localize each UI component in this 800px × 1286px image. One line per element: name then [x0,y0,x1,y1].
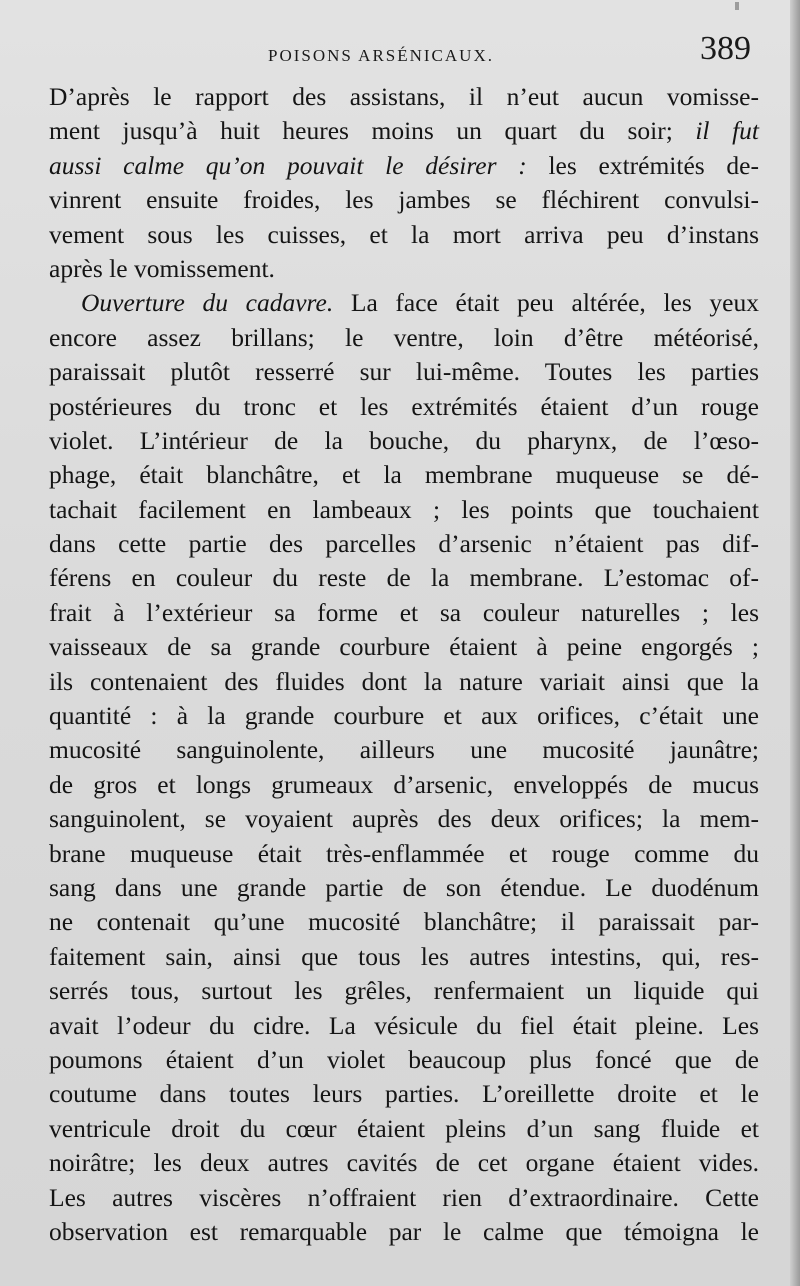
text-line: ventricule droit du cœur étaient pleins d’un sang fluide et [49,1113,759,1143]
text-line: ils contenaient des fluides dont la nature variait ainsi que la [49,666,759,696]
text-line: vaisseaux de sa grande courbure étaient à peine engorgés ; [49,632,759,662]
text-line: férens en couleur du reste de la membrane. L’estomac of- [49,563,759,593]
text-line: brane muqueuse était très-enflammée et rouge comme du [49,838,759,868]
text-line: aussi calme qu’on pouvait le désirer : les extrémités de- [49,150,759,180]
text-line: ment jusqu’à huit heures moins un quart du soir; il fut [49,116,759,146]
text-line: frait à l’extérieur sa forme et sa couleur naturelles ; les [49,597,759,627]
running-head-title: POISONS ARSÉNICAUX. [268,46,494,65]
text-line: avait l’odeur du cidre. La vésicule du fiel était pleine. Les [49,1010,759,1040]
text-line: ne contenait qu’une mucosité blanchâtre; il paraissait par- [49,907,759,937]
text-line: coutume dans toutes leurs parties. L’oreillette droite et le [49,1079,759,1109]
text-line: Ouverture du cadavre. La face était peu altérée, les yeux [81,288,759,318]
text-line: encore assez brillans; le ventre, loin d’être météorisé, [49,322,759,352]
text-line: paraissait plutôt resserré sur lui-même. Toutes les parties [49,357,759,387]
text-line: sang dans une grande partie de son étendue. Le duodénum [49,872,759,902]
text-line: faitement sain, ainsi que tous les autres intestins, qui, res- [49,941,759,971]
text-line: mucosité sanguinolente, ailleurs une mucosité jaunâtre; [49,735,759,765]
text-line: postérieures du tronc et les extrémités étaient d’un rouge [49,391,759,421]
text-line: vement sous les cuisses, et la mort arriva peu d’instans [49,219,759,249]
text-line: dans cette partie des parcelles d’arsenic n’étaient pas dif- [49,529,759,559]
text-line: après le vomissement. [49,253,275,283]
text-line: tachait facilement en lambeaux ; les points que touchaient [49,494,759,524]
text-line: vinrent ensuite froides, les jambes se fléchirent convulsi- [49,185,759,215]
body-text [49,80,759,1249]
text-line: sanguinolent, se voyaient auprès des deux orifices; la mem- [49,804,759,834]
text-line: phage, était blanchâtre, et la membrane muqueuse se dé- [49,460,759,490]
scan-edge-shadow [790,0,800,1286]
text-line: D’après le rapport des assistans, il n’eut aucun vomisse- [49,82,759,111]
text-line: poumons étaient d’un violet beaucoup plus foncé que de [49,1044,759,1074]
page-number: 389 [700,30,751,67]
text-line: noirâtre; les deux autres cavités de cet organe étaient vides. [49,1148,759,1178]
running-head [0,30,800,80]
text-line: Les autres viscères n’offraient rien d’extraordinaire. Cette [49,1182,759,1212]
text-line: observation est remarquable par le calme que témoigna le [49,1216,759,1246]
text-line: quantité : à la grande courbure et aux orifices, c’était une [49,701,759,731]
text-line: serrés tous, surtout les grêles, renfermaient un liquide qui [49,976,759,1006]
text-line: de gros et longs grumeaux d’arsenic, enveloppés de mucus [49,769,759,799]
text-line: violet. L’intérieur de la bouche, du pharynx, de l’œso- [49,425,759,455]
scan-speck [735,2,739,10]
